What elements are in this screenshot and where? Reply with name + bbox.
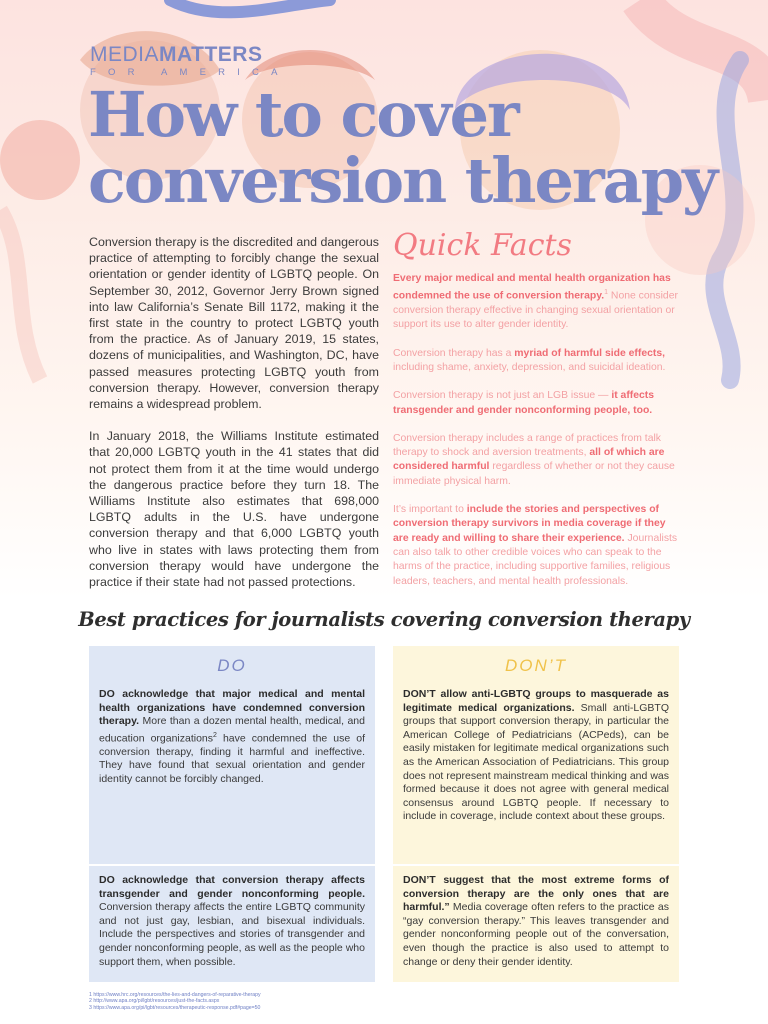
dont-entry-1: DON’T allow anti-LGBTQ groups to masquerade as legitimate medical organizations. Small anti-LGBTQ groups that support conversion therapy, in particular the American College of Pediatricians (ACPeds), can be easily mistaken for legitimate medical organizations such as the American Association of Pediatricians. This group does not represent mainstream medical thinking and was formed because it does not agree with general medical consensus around LGBTQ people. If necessary to include in coverage, include context about these groups. (403, 688, 670, 823)
logo-wordmark: MEDIAMATTERS (90, 43, 263, 66)
dont-heading: DON’T (505, 656, 567, 675)
do-entry-1: DO acknowledge that major medical and mental health organizations have condemned conversion therapy. More than a dozen mental health, medical, and education organizations$^2$ have condemned the use of conversion therapy, finding it harmful and ineffective. They have found that sexual orientation and gender identity cannot be forcibly changed. (99, 688, 365, 786)
fact-2: Conversion therapy has a myriad of harmful side effects, including shame, anxiety, depression, and suicidal ideation. (393, 347, 666, 373)
footnote-link[interactable]: 1 https://www.hrc.org/resources/the-lies-and-dangers-of-reparative-therapy (89, 992, 261, 998)
dont-entry-2: DON’T suggest that the most extreme forms of conversion therapy are the only ones that are harmful.” Media coverage often refers to the practice as “gay conversion therapy.” This leaves transgender and gender nonconforming people out of the conversation, even though the practice is also used to attempt to change or deny their gender identity. (403, 874, 669, 968)
title-line-1: How to cover (88, 78, 518, 151)
quick-facts (393, 226, 680, 603)
quick-facts-heading: Quick Facts (393, 228, 572, 263)
page-title (88, 78, 728, 217)
footnote-link[interactable]: 3 https://www.apa.org/pi/lgbt/resources/therapeutic-response.pdf#page=50 (89, 1004, 261, 1011)
intro-text (89, 234, 379, 590)
logo-subtitle: FOR AMERICA (90, 67, 290, 78)
intro-paragraph-2: In January 2018, the Williams Institute estimated that 20,000 LGBTQ youth in the 41 states that did not protect them from it at the time would undergo the dangerous practice before they turn 18. The Williams Institute also estimates that 698,000 LGBTQ adults in the U.S. have undergone conversion therapy and that 6,000 LGBTQ youth who live in states with laws protecting them from conversion therapy would have undergone the practice if their state had not passed protections. (89, 429, 379, 590)
title-line-2: conversion therapy (88, 144, 717, 217)
do-panel-1 (89, 646, 375, 864)
intro-paragraph-1: Conversion therapy is the discredited and dangerous practice of attempting to forcibly change the sexual orientation or gender identity of LGBTQ people. On September 30, 2012, Governor Jerry Brown signed into law California’s Senate Bill 1172, making it the first state in the country to protect LGBTQ youth from the practice. As of January 2019, 15 states, dozens of municipalities, and Washington, DC, have passed measures protecting LGBTQ youth from conversion therapy. However, conversion therapy remains a widespread problem. (89, 235, 379, 412)
best-practices-heading: Best practices for journalists covering conversion therapy (78, 608, 690, 631)
dont-panel-2 (393, 866, 679, 982)
do-entry-2: DO acknowledge that conversion therapy affects transgender and gender nonconforming people. Conversion therapy affects the entire LGBTQ community and not just gay, lesbian, and bisexual individuals. Include the perspectives and stories of transgender and gender nonconforming people, as well as the people who support them, when possible. (99, 874, 365, 968)
footnote-link[interactable]: 2 http://www.apa.org/pi/lgbt/resources/just-the-facts.aspx (89, 998, 220, 1005)
do-panel-2 (89, 866, 375, 982)
do-heading: DO (217, 656, 247, 675)
fact-4: Conversion therapy includes a range of practices from talk therapy to shock and aversion treatments, all of which are considered harmful regardless of whether or not they cause immediate physical harm. (393, 432, 675, 487)
fact-3: Conversion therapy is not just an LGB issue — it affects transgender and gender nonconforming people, too. (393, 390, 655, 416)
fact-5: It’s important to include the stories and perspectives of conversion therapy survivors in media coverage if they are ready and willing to share their experience. Journalists can also talk to other credible voices who can speak to the harms of the practice, including supportive families, religious leaders, teachers, and mental health professionals. (393, 504, 678, 587)
footnotes (89, 992, 409, 1011)
fact-1: Every major medical and mental health organization has condemned the use of conversion therapy.$^1$ None consider conversion therapy effective in changing sexual orientation or support its use to alter gender identity. (393, 273, 678, 331)
media-matters-logo (90, 44, 290, 78)
dont-panel-1 (393, 646, 679, 864)
